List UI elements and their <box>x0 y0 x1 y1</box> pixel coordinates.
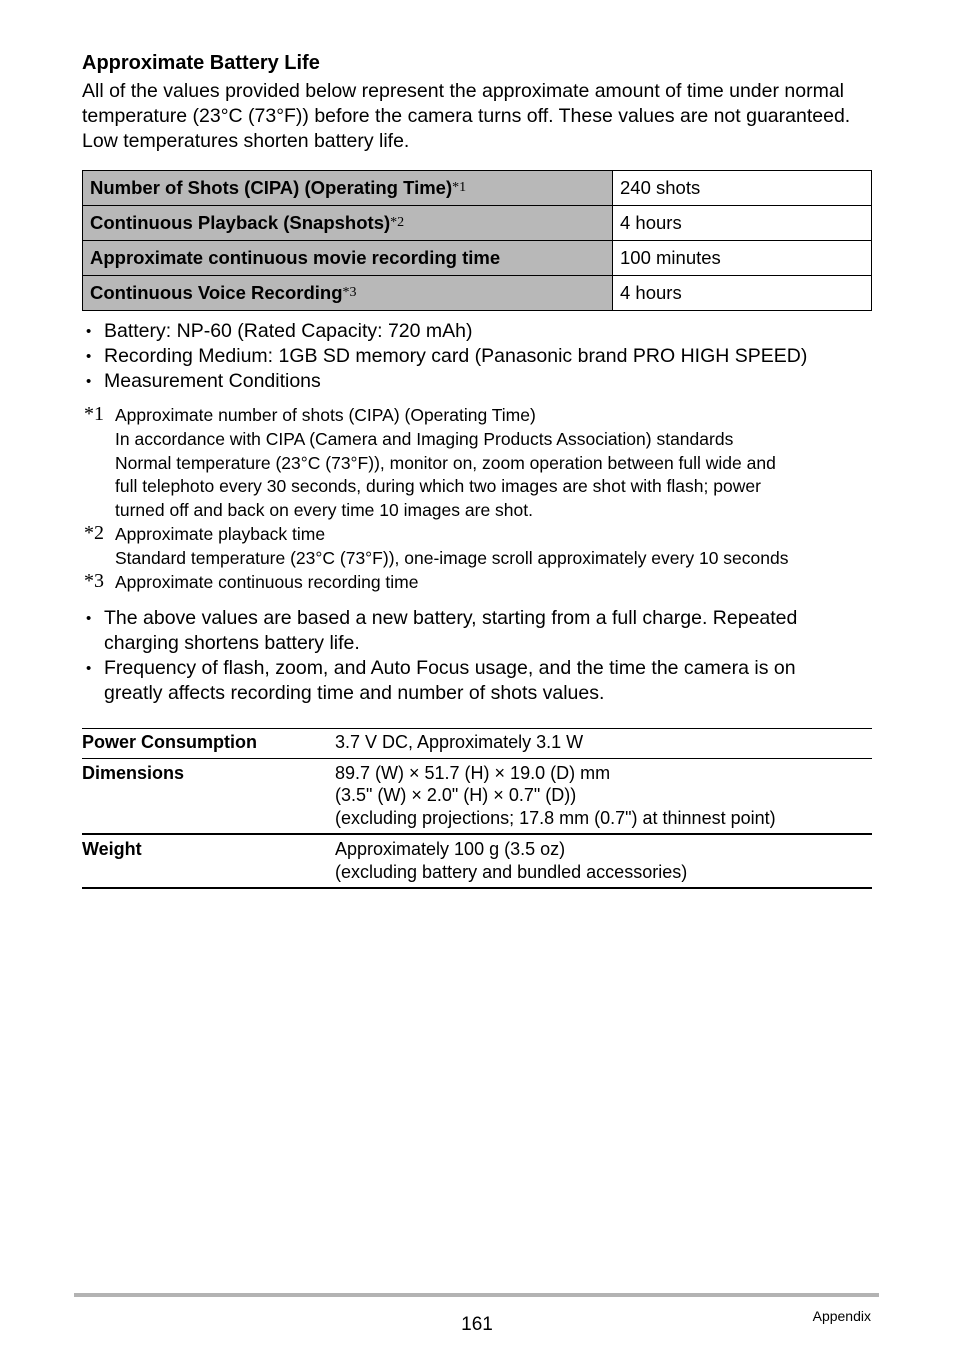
spec-value-line: (3.5" (W) × 2.0" (H) × 0.7" (D)) <box>335 785 577 806</box>
row-label <box>83 241 613 276</box>
footnote-line: Normal temperature (23°C (73°F)), monitor on, zoom operation between full wide and <box>115 452 776 473</box>
spec-table <box>82 728 872 889</box>
row-label-text: Approximate continuous movie recording time <box>90 247 501 268</box>
spec-value-line: 3.7 V DC, Approximately 3.1 W <box>335 732 584 753</box>
spec-label: Power Consumption <box>82 732 257 753</box>
table-row <box>83 276 872 311</box>
footnote-line: Approximate number of shots (CIPA) (Operating Time) <box>115 405 536 425</box>
remarks-list <box>82 606 872 706</box>
list-item: • Battery: NP-60 (Rated Capacity: 720 mAh) <box>82 319 872 344</box>
spec-row <box>82 758 872 834</box>
footnote-mark: *2 <box>84 521 104 544</box>
spec-value-line: (excluding projections; 17.8 mm (0.7") at thinnest point) <box>335 807 776 828</box>
spec-label: Dimensions <box>82 762 185 783</box>
section-label: Appendix <box>812 1308 871 1324</box>
row-label-text: Continuous Playback (Snapshots) <box>90 212 391 233</box>
footnote-mark: *2 <box>390 215 405 230</box>
table-row <box>83 241 872 276</box>
list-item <box>82 656 872 706</box>
battery-life-table <box>82 170 872 311</box>
list-item: • Recording Medium: 1GB SD memory card (Panasonic brand PRO HIGH SPEED) <box>82 344 872 369</box>
spec-row <box>82 834 872 888</box>
row-label <box>83 171 613 206</box>
footnote-mark: *3 <box>84 569 104 592</box>
footnote-line: Standard temperature (23°C (73°F)), one-image scroll approximately every 10 seconds <box>115 547 789 568</box>
footnote-line: Approximate playback time <box>115 523 326 544</box>
footnote-line: full telephoto every 30 seconds, during which two images are shot with flash; power <box>115 476 761 497</box>
footnote-line: turned off and back on every time 10 images are shot. <box>115 500 533 521</box>
list-item: • Measurement Conditions <box>82 369 872 394</box>
footnote <box>82 404 872 523</box>
table-row <box>83 171 872 206</box>
spec-value-line: 89.7 (W) × 51.7 (H) × 19.0 (D) mm <box>335 762 611 783</box>
list-item <box>82 606 872 656</box>
row-value: 4 hours <box>613 206 872 241</box>
row-label-text: Number of Shots (CIPA) (Operating Time) <box>90 177 453 198</box>
footnote-mark: *3 <box>342 285 357 300</box>
row-label-text: Continuous Voice Recording <box>90 282 343 303</box>
spec-row <box>82 729 872 759</box>
footnote <box>82 523 872 571</box>
page-content <box>82 52 872 889</box>
spec-value <box>335 729 872 759</box>
spec-value <box>335 834 872 888</box>
footnotes <box>82 404 872 594</box>
list-item-line: charging shortens battery life. <box>104 632 360 655</box>
list-item-line: • Frequency of flash, zoom, and Auto Focus usage, and the time the camera is on <box>104 657 796 680</box>
footnote <box>82 571 872 595</box>
list-item-line: greatly affects recording time and number of shots values. <box>104 682 605 705</box>
spec-value-line: (excluding battery and bundled accessories) <box>335 861 688 882</box>
footnote-mark: *1 <box>84 403 104 425</box>
page-number: 161 <box>461 1314 493 1335</box>
footnote-mark: *1 <box>452 180 467 195</box>
table-row <box>83 206 872 241</box>
conditions-list <box>82 319 872 394</box>
footer-rule <box>74 1293 879 1297</box>
section-heading: Approximate Battery Life <box>82 52 320 74</box>
spec-label: Weight <box>82 839 142 860</box>
spec-value <box>335 758 872 834</box>
row-label <box>83 276 613 311</box>
intro-paragraph: All of the values provided below represent the approximate amount of time under normal temperature (23°C (73°F)) before the camera turns off. These values are not guaranteed. Low temperatures shorten battery life. <box>82 80 851 152</box>
list-item-line: • The above values are based a new battery, starting from a full charge. Repeated <box>104 607 798 630</box>
row-value: 240 shots <box>613 171 872 206</box>
footnote-line: Approximate continuous recording time <box>115 571 419 592</box>
footnote-line: In accordance with CIPA (Camera and Imaging Products Association) standards <box>115 428 734 449</box>
spec-value-line: Approximately 100 g (3.5 oz) <box>335 839 566 860</box>
row-label <box>83 206 613 241</box>
row-value: 4 hours <box>613 276 872 311</box>
row-value: 100 minutes <box>613 241 872 276</box>
